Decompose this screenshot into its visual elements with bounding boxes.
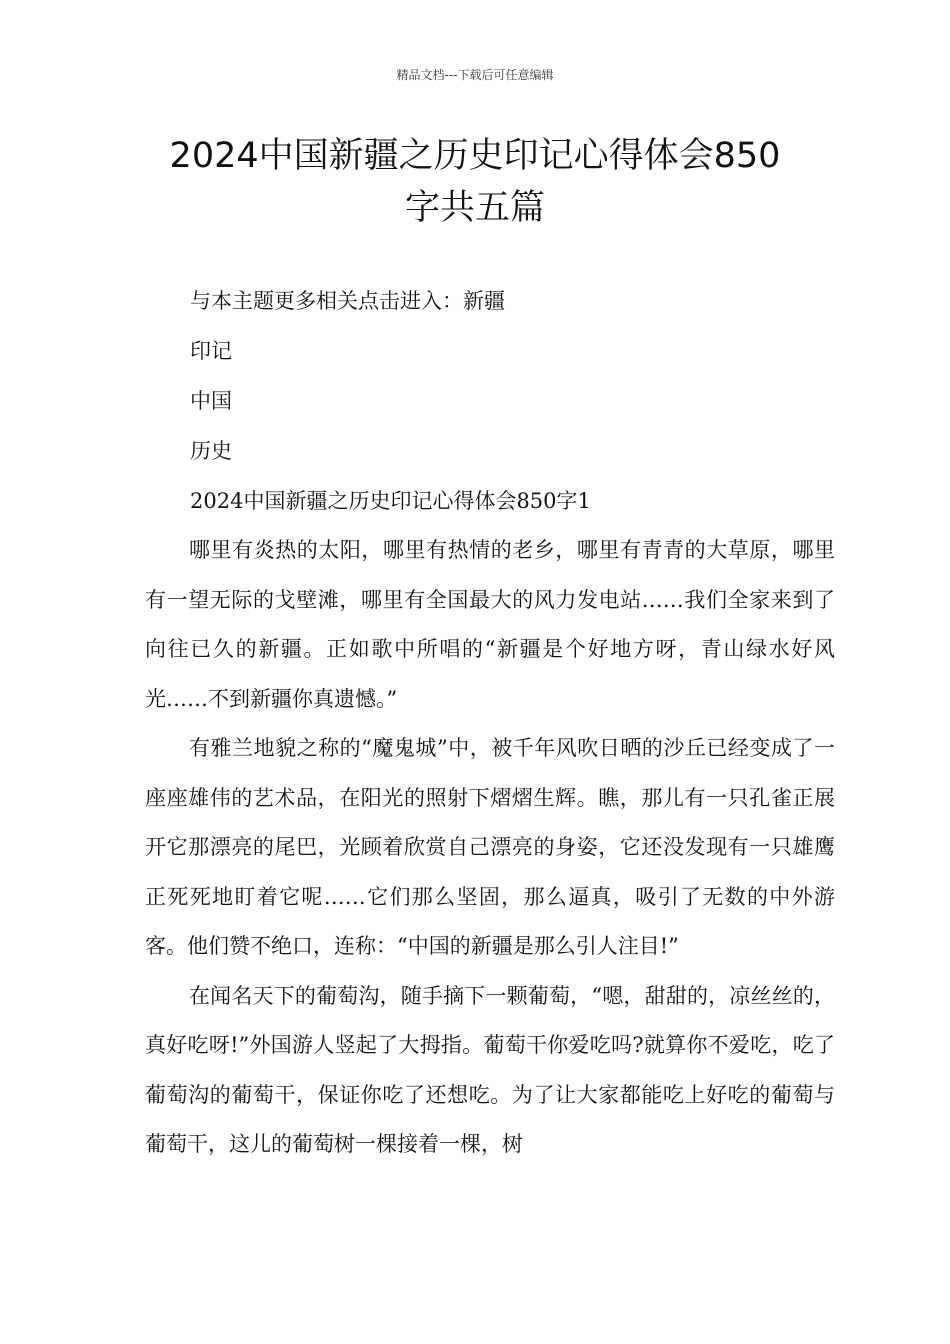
related-tag-lishi[interactable]: 历史 xyxy=(190,439,232,463)
related-tag-zhongguo[interactable]: 中国 xyxy=(190,389,232,413)
paragraph-3: 在闻名天下的葡萄沟，随手摘下一颗葡萄，“嗯，甜甜的，凉丝丝的，真好吃呀!”外国游人竖起了大拇指。葡萄干你爱吃吗?就算你不爱吃，吃了葡萄沟的葡萄干，保证你吃了还想吃。为了让大家都能吃上好吃的葡萄与葡萄干，这儿的葡萄树一棵接着一棵，树 xyxy=(145,983,835,1156)
related-tag-yinji[interactable]: 印记 xyxy=(190,339,232,363)
related-topics-link[interactable]: 与本主题更多相关点击进入：新疆 xyxy=(190,289,505,313)
document-body xyxy=(145,276,835,1170)
paragraph-2: 有雅兰地貌之称的“魔鬼城”中，被千年风吹日晒的沙丘已经变成了一座座雄伟的艺术品，在阳光的照射下熠熠生辉。瞧，那儿有一只孔雀正展开它那漂亮的尾巴，光顾着欣赏自己漂亮的身姿，它还没发现有一只雄鹰正死死地盯着它呢……它们那么坚固，那么逼真，吸引了无数的中外游客。他们赞不绝口，连称：“中国的新疆是那么引人注目!” xyxy=(145,736,835,958)
paragraph-1: 哪里有炎热的太阳，哪里有热情的老乡，哪里有青青的大草原，哪里有一望无际的戈壁滩，哪里有全国最大的风力发电站……我们全家来到了向往已久的新疆。正如歌中所唱的“新疆是个好地方呀，青山绿水好风光……不到新疆你真遗憾。” xyxy=(145,538,835,711)
title-line-1: 2024中国新疆之历史印记心得体会850 xyxy=(169,136,781,176)
section-title: 2024中国新疆之历史印记心得体会850字1 xyxy=(190,489,591,513)
document-title xyxy=(120,130,830,234)
header-note: 精品文档---下载后可任意编辑 xyxy=(396,68,554,82)
title-line-2: 字共五篇 xyxy=(404,188,545,228)
